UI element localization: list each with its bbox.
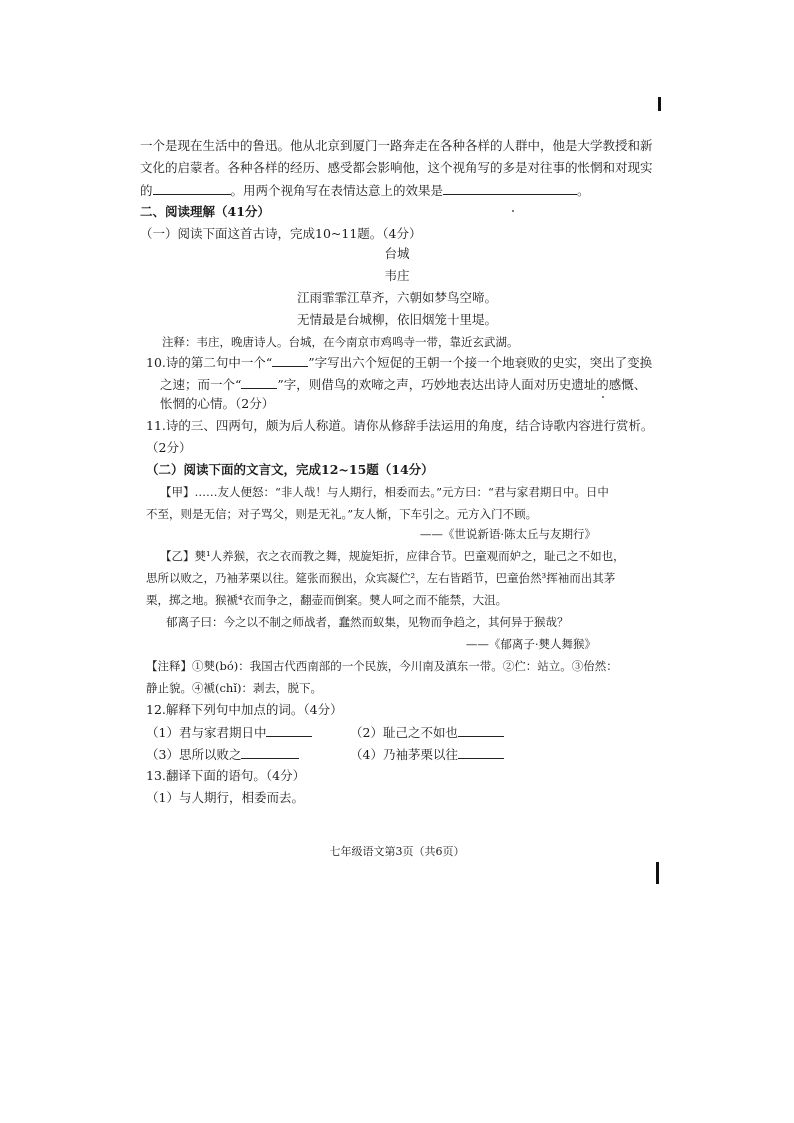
notes-line-2: 静止貌。④褫(chǐ)：剥去，脱下。 [146,681,322,695]
q11-line-2: （2分） [146,440,192,455]
q12-item-2 [350,724,504,741]
q12-item-1-text: （1）君与家君期日中 [146,725,267,740]
q11-line-1: 11.诗的三、四两句，颇为后人称道。请你从修辞手法运用的角度，结合诗歌内容进行赏析。 [146,418,654,433]
q10-text-a: 10.诗的第二句中一个“ [146,355,273,370]
page-footer: 七年级语文第3页（共6页） [329,845,465,858]
answer-blank-2[interactable] [443,182,577,195]
q10-text-b: ”字写出六个短促的王朝一个接一个地衰败的史实，突出了变换 [308,355,653,370]
q10-line-1 [146,354,652,371]
q10-text-d: ”字，则借鸟的欢啼之声，巧妙地表达出诗人面对历史遗址的感慨、 [277,377,647,392]
q10-blank-2[interactable] [241,376,277,389]
scan-mark-bottom-right [656,862,659,884]
passage-yi-line-1: 【乙】僰¹人养猴，衣之衣而教之舞，规旋矩折，应律合节。巴童观而妒之，耻己之不如也， [160,549,625,563]
intro-line-2: 文化的启蒙者。各种各样的经历、感受都会影响他，这个视角写的多是对往事的怅惘和对现实 [140,160,653,175]
passage-yi-line-4: 郁离子曰：今之以不制之师战者，蠢然而蚁集，见物而争趋之，其何异于猴哉？ [166,615,569,629]
passage-yi-line-2: 思所以败之，乃袖茅栗以往。筵张而猴出，众宾凝伫²，左右皆蹈节，巴童佁然³挥袖而出其茅 [146,571,616,585]
intro-line-1: 一个是现在生活中的鲁迅。他从北京到厦门一路奔走在各种各样的人群中，他是大学教授和新 [140,138,653,153]
part2-intro: （二）阅读下面的文言文，完成12~15题（14分） [146,462,434,477]
q13-item-1: （1）与人期行，相委而去。 [146,790,304,805]
intro-line-3 [140,182,590,199]
q10-blank-1[interactable] [272,354,308,367]
scan-mark-top-right [658,97,661,111]
passage-jia-line-2: 不至，则是无信；对子骂父，则是无礼。”友人惭，下车引之。元方入门不顾。 [146,507,538,521]
q12-blank-1[interactable] [266,724,312,737]
scan-speck [512,210,514,212]
q12-blank-4[interactable] [458,746,504,759]
notes-line-1: 【注释】①僰(bó)：我国古代西南部的一个民族，今川南及滇东一带。②伫：站立。③佁然： [146,659,618,673]
answer-blank-1[interactable] [153,182,231,195]
passage-jia-source: ——《世说新语·陈太丘与友期行》 [419,527,596,541]
passage-jia-line-1: 【甲】……友人便怒：“非人哉！与人期行，相委而去。”元方曰：“君与家君期日中。日中 [160,485,609,499]
q12-item-4 [350,746,504,763]
q10-line-3: 怅惘的心情。（2分） [160,396,275,411]
q12-item-3-text: （3）思所以败之 [146,747,242,762]
q10-line-2 [160,376,646,393]
q12-item-2-text: （2）耻己之不如也 [350,725,458,740]
poem-author: 韦庄 [384,268,410,283]
poem-line-2: 无情最是台城柳，依旧烟笼十里堤。 [296,312,497,327]
poem-note: 注释：韦庄，晚唐诗人。台城，在今南京市鸡鸣寺一带，靠近玄武湖。 [162,335,519,349]
part1-intro: （一）阅读下面这首古诗，完成10~11题。（4分） [140,226,422,241]
poem-line-1: 江雨霏霏江草齐，六朝如梦鸟空啼。 [296,290,497,305]
q12-item-1 [146,724,312,741]
intro-line-3-start: 的 [140,183,153,198]
q10-text-c: 之速；而一个“ [160,377,242,392]
intro-line-3-end: 。 [577,183,590,198]
q12-blank-2[interactable] [458,724,504,737]
q12-title: 12.解释下列句中加点的词。（4分） [146,702,343,717]
poem-title: 台城 [384,246,410,261]
passage-yi-source: ——《郁离子·僰人舞猴》 [465,637,596,651]
scan-speck [602,396,604,398]
section-heading: 二、阅读理解（41分） [140,204,270,219]
q12-item-4-text: （4）乃袖茅栗以往 [350,747,458,762]
q12-blank-3[interactable] [241,746,299,759]
passage-yi-line-3: 栗，掷之地。猴褫⁴衣而争之，翻壶而倒案。僰人呵之而不能禁，大沮。 [146,593,508,607]
q12-item-3 [146,746,299,763]
intro-line-3-middle: 。用两个视角写在表情达意上的效果是 [230,183,444,198]
q13-title: 13.翻译下面的语句。（4分） [146,768,306,783]
